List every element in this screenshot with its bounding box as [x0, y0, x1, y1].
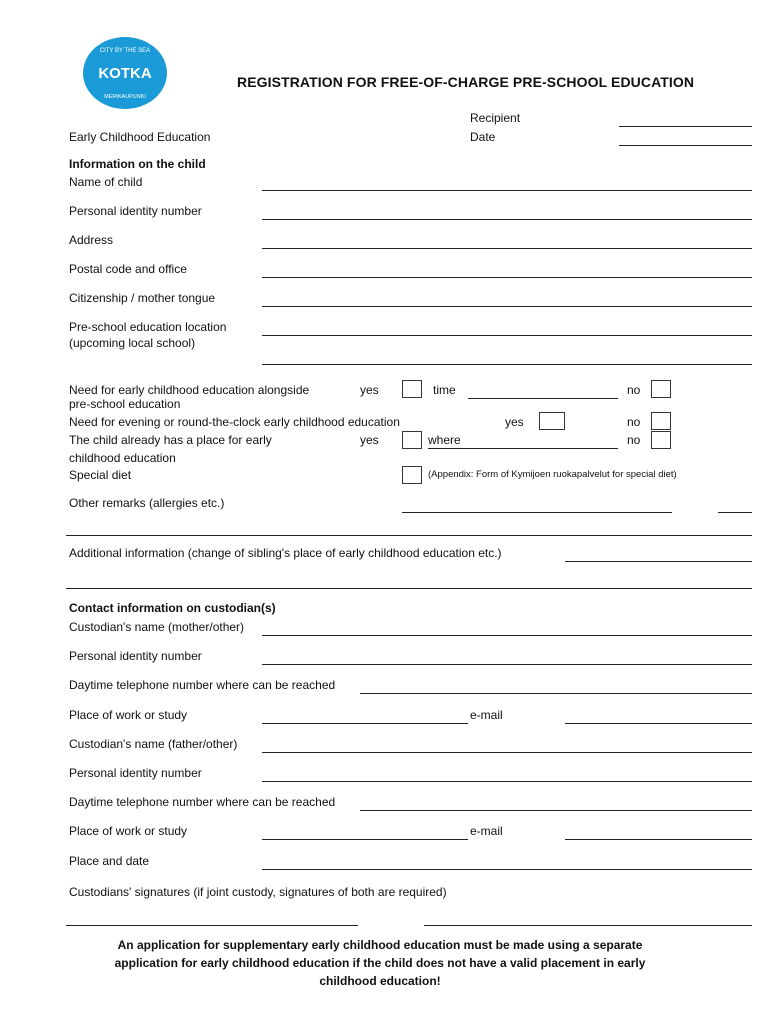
alongside-label-1: Need for early childhood education alongside [69, 383, 310, 397]
location-label-1: Pre-school education location [69, 320, 227, 334]
custodian-mother-phone-field[interactable] [360, 693, 752, 694]
child-pin-label: Personal identity number [69, 204, 202, 218]
address-field[interactable] [262, 248, 752, 249]
recipient-field[interactable] [619, 126, 752, 127]
evening-no-label: no [627, 415, 641, 429]
child-pin-field[interactable] [262, 219, 752, 220]
footer-line-2: application for early childhood education if the child does not have a valid placement in early [114, 956, 646, 970]
date-label: Date [470, 130, 496, 144]
place-label-1: The child already has a place for early [69, 433, 272, 447]
citizenship-label: Citizenship / mother tongue [69, 291, 216, 305]
where-field[interactable] [428, 448, 618, 449]
address-label: Address [69, 233, 114, 247]
remarks-field[interactable] [402, 512, 672, 513]
form-title: REGISTRATION FOR FREE-OF-CHARGE PRE-SCHOOL EDUCATION [237, 74, 695, 90]
recipient-label: Recipient [470, 111, 521, 125]
custodian-father-name-field[interactable] [262, 752, 752, 753]
evening-yes-checkbox[interactable] [539, 412, 565, 430]
alongside-yes-checkbox[interactable] [402, 380, 422, 398]
alongside-no-checkbox[interactable] [651, 380, 671, 398]
child-name-label: Name of child [69, 175, 143, 189]
location-label-2: (upcoming local school) [69, 336, 196, 350]
place-date-field[interactable] [262, 869, 752, 870]
alongside-no-label: no [627, 383, 641, 397]
custodian-mother-name-label: Custodian's name (mother/other) [69, 620, 245, 634]
location-field-2[interactable] [262, 364, 752, 365]
custodian-father-name-label: Custodian's name (father/other) [69, 737, 238, 751]
place-no-label: no [627, 433, 641, 447]
postal-label: Postal code and office [69, 262, 187, 276]
place-date-label: Place and date [69, 854, 150, 868]
postal-field[interactable] [262, 277, 752, 278]
diet-label: Special diet [69, 468, 132, 482]
custodian-father-work-label: Place of work or study [69, 824, 188, 838]
evening-yes-label: yes [505, 415, 524, 429]
custodian-mother-pin-field[interactable] [262, 664, 752, 665]
custodian-father-phone-label: Daytime telephone number where can be reached [69, 795, 336, 809]
logo-bottom-arc: MERIKAUPUNKI [104, 94, 146, 100]
custodian-father-email-label: e-mail [470, 824, 503, 838]
child-name-field[interactable] [262, 190, 752, 191]
custodian-mother-pin-label: Personal identity number [69, 649, 202, 663]
custodian-mother-phone-label: Daytime telephone number where can be reached [69, 678, 336, 692]
time-field[interactable] [468, 398, 618, 399]
place-yes-label: yes [360, 433, 379, 447]
custodian-father-pin-label: Personal identity number [69, 766, 202, 780]
place-no-checkbox[interactable] [651, 431, 671, 449]
diet-checkbox[interactable] [402, 466, 422, 484]
custodian-mother-email-label: e-mail [470, 708, 503, 722]
location-field-1[interactable] [262, 335, 752, 336]
evening-label: Need for evening or round-the-clock early childhood education [69, 415, 400, 429]
custodian-father-work-field[interactable] [262, 839, 468, 840]
custodian-father-email-field[interactable] [565, 839, 752, 840]
date-field[interactable] [619, 145, 752, 146]
remarks-label: Other remarks (allergies etc.) [69, 496, 225, 510]
custodian-section-heading: Contact information on custodian(s) [69, 601, 276, 615]
diet-note: (Appendix: Form of Kymijoen ruokapalvelut for special diet) [428, 469, 677, 480]
custodian-mother-work-label: Place of work or study [69, 708, 188, 722]
custodian-father-pin-field[interactable] [262, 781, 752, 782]
place-label-2: childhood education [69, 451, 176, 465]
where-label: where [428, 433, 461, 447]
signature-field-1[interactable] [66, 925, 358, 926]
additional-field[interactable] [565, 561, 752, 562]
logo-name: KOTKA [98, 65, 152, 82]
time-label: time [433, 383, 456, 397]
department-label: Early Childhood Education [69, 130, 211, 144]
signatures-label: Custodians' signatures (if joint custody, signatures of both are required) [69, 885, 447, 899]
kotka-logo [82, 36, 168, 110]
logo-top-arc: CITY BY THE SEA [99, 48, 151, 54]
signature-field-2[interactable] [424, 925, 752, 926]
alongside-yes-label: yes [360, 383, 379, 397]
alongside-label-2: pre-school education [69, 397, 181, 411]
footer-line-1: An application for supplementary early childhood education must be made using a separate [117, 938, 643, 952]
additional-field-2[interactable] [66, 588, 752, 589]
footer-note [70, 936, 690, 990]
footer-line-3: childhood education! [319, 974, 441, 988]
custodian-mother-name-field[interactable] [262, 635, 752, 636]
custodian-father-phone-field[interactable] [360, 810, 752, 811]
custodian-mother-email-field[interactable] [565, 723, 752, 724]
additional-label: Additional information (change of sibling's place of early childhood education etc.) [69, 546, 502, 560]
citizenship-field[interactable] [262, 306, 752, 307]
evening-no-checkbox[interactable] [651, 412, 671, 430]
child-section-heading: Information on the child [69, 157, 206, 171]
place-yes-checkbox[interactable] [402, 431, 422, 449]
custodian-mother-work-field[interactable] [262, 723, 468, 724]
remarks-field-extra[interactable] [718, 512, 752, 513]
remarks-field-2[interactable] [66, 535, 752, 536]
